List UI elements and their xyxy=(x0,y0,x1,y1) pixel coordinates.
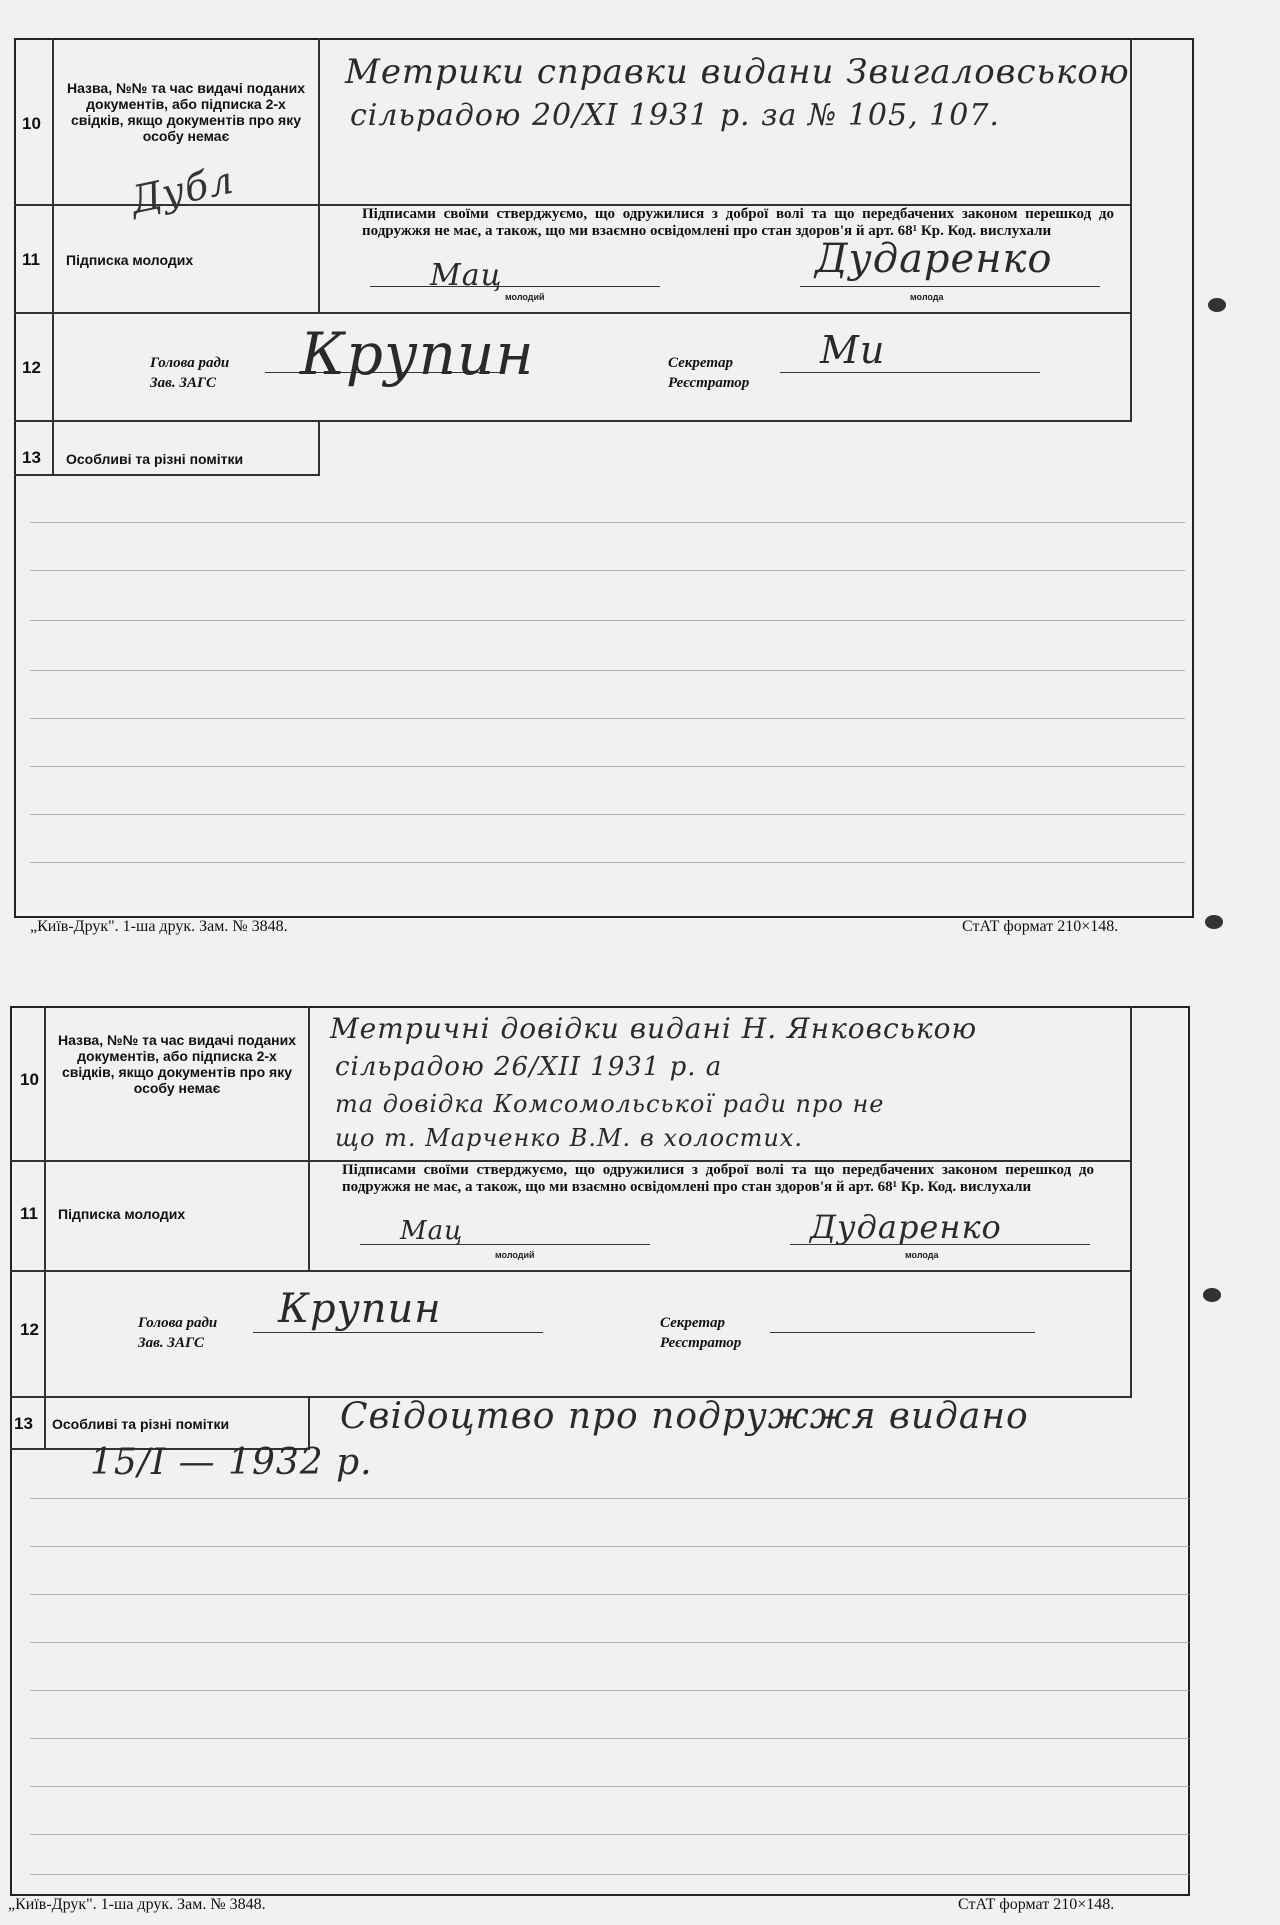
documents-entry-line: Метричні довідки видані Н. Янковською xyxy=(330,1012,978,1045)
row-divider xyxy=(14,420,1132,422)
signature-label: Підписка молодих xyxy=(58,1206,186,1222)
secretary-signature-line xyxy=(770,1332,1035,1333)
head-of-council-role: Голова ради xyxy=(150,355,230,371)
zags-head-role: Зав. ЗАГС xyxy=(150,375,217,391)
printer-imprint: „Київ-Друк". 1-ша друк. Зам. № 3848. xyxy=(8,1896,266,1913)
label-column-line xyxy=(308,1006,310,1270)
documents-entry-line: сільрадою 26/ХІІ 1931 р. а xyxy=(335,1052,723,1082)
ruled-line xyxy=(30,570,1185,571)
row-number: 12 xyxy=(22,358,41,377)
groom-signature-line xyxy=(370,286,660,287)
label-column-line xyxy=(308,1396,310,1448)
punch-hole xyxy=(1205,915,1223,929)
number-column-line xyxy=(44,1006,46,1448)
groom-caption: молодий xyxy=(505,292,545,302)
row-number: 13 xyxy=(14,1414,33,1433)
notes-label: Особливі та різні помітки xyxy=(52,1416,230,1432)
documents-entry-line: що т. Марченко В.М. в холостих. xyxy=(335,1124,803,1152)
bride-caption: молода xyxy=(905,1250,939,1260)
secretary-signature-line xyxy=(780,372,1040,373)
ruled-line xyxy=(30,1738,1190,1739)
zags-head-role: Зав. ЗАГС xyxy=(138,1335,205,1351)
margin-handwritten-note: Дубл xyxy=(126,157,238,223)
frame-inner-border xyxy=(1130,1006,1132,1398)
notes-entry-line: 15/І — 1932 р. xyxy=(90,1442,373,1483)
label-column-line xyxy=(318,420,320,474)
ruled-line xyxy=(30,670,1185,671)
secretary-role: Секретар xyxy=(660,1315,725,1331)
ruled-line xyxy=(30,1874,1190,1875)
marriage-record-form-2 xyxy=(0,990,1280,1925)
ruled-line xyxy=(30,522,1185,523)
ruled-line xyxy=(30,766,1185,767)
format-note: СтАТ формат 210×148. xyxy=(962,918,1119,935)
marriage-record-form-1 xyxy=(0,0,1280,960)
ruled-line xyxy=(30,862,1185,863)
notes-entry-line: Свідоцтво про подружжя видано xyxy=(340,1396,1029,1437)
ruled-line xyxy=(30,814,1185,815)
official-signature-line xyxy=(253,1332,543,1333)
format-note: СтАТ формат 210×148. xyxy=(958,1896,1115,1913)
documents-entry-line: та довідка Комсомольської ради про не xyxy=(335,1090,885,1118)
groom-signature: Мац xyxy=(430,258,503,293)
ruled-line xyxy=(30,1786,1190,1787)
ruled-line xyxy=(30,1834,1190,1835)
bride-signature: Дударенко xyxy=(815,236,1053,282)
secretary-role: Секретар xyxy=(668,355,733,371)
bride-caption: молода xyxy=(910,292,944,302)
ruled-line xyxy=(30,1498,1190,1499)
registrar-role: Реєстратор xyxy=(668,375,750,391)
documents-entry-line: Метрики справки видани Звигаловською xyxy=(345,52,1130,92)
printer-imprint: „Київ-Друк". 1-ша друк. Зам. № 3848. xyxy=(30,918,288,935)
ruled-line xyxy=(30,1546,1190,1547)
row-divider xyxy=(10,1270,1132,1272)
frame-inner-border xyxy=(1130,38,1132,420)
row-divider xyxy=(14,312,1132,314)
punch-hole xyxy=(1208,298,1226,312)
documents-label: Назва, №№ та час видачі поданих документів, або підписка 2-х свідків, якщо документів про яку особу немає xyxy=(66,80,306,144)
row-number: 13 xyxy=(22,448,41,467)
consent-statement: Підписами своїми стверджуємо, що одружилися з доброї волі та що передбачених законом перешкод до подружжя не має, а також, що ми взаємно освідомлені про стан здоров'я й арт. 68¹ Кр. Код. вислухали xyxy=(362,206,1114,239)
groom-caption: молодий xyxy=(495,1250,535,1260)
groom-signature: Мац xyxy=(400,1216,464,1246)
ruled-line xyxy=(30,620,1185,621)
label-column-line xyxy=(318,38,320,312)
bride-signature: Дударенко xyxy=(810,1208,1002,1246)
row-number: 11 xyxy=(22,250,40,269)
official-signature: Крупин xyxy=(278,1286,442,1332)
signature-label: Підписка молодих xyxy=(66,252,194,268)
documents-entry-line: сільрадою 20/ХІ 1931 р. за № 105, 107. xyxy=(350,98,1000,133)
ruled-line xyxy=(30,1642,1190,1643)
ruled-line xyxy=(30,1690,1190,1691)
number-column-line xyxy=(52,38,54,474)
ruled-line xyxy=(30,1594,1190,1595)
row-number: 12 xyxy=(20,1320,39,1339)
row-number: 10 xyxy=(20,1070,39,1089)
row-number: 10 xyxy=(22,114,41,133)
notes-label: Особливі та різні помітки xyxy=(66,451,244,467)
bride-signature-line xyxy=(800,286,1100,287)
row-number: 11 xyxy=(20,1204,38,1223)
registrar-role: Реєстратор xyxy=(660,1335,742,1351)
head-of-council-role: Голова ради xyxy=(138,1315,218,1331)
ruled-line xyxy=(30,718,1185,719)
row-divider xyxy=(14,474,320,476)
punch-hole xyxy=(1203,1288,1221,1302)
secretary-signature: Ми xyxy=(820,328,886,372)
documents-label: Назва, №№ та час видачі поданих документів, або підписка 2-х свідків, якщо документів про яку особу немає xyxy=(57,1032,297,1096)
official-signature: Крупин xyxy=(300,320,535,388)
consent-statement: Підписами своїми стверджуємо, що одружилися з доброї волі та що передбачених законом перешкод до подружжя не має, а також, що ми взаємно освідомлені про стан здоров'я й арт. 68¹ Кр. Код. вислухали xyxy=(342,1162,1094,1195)
